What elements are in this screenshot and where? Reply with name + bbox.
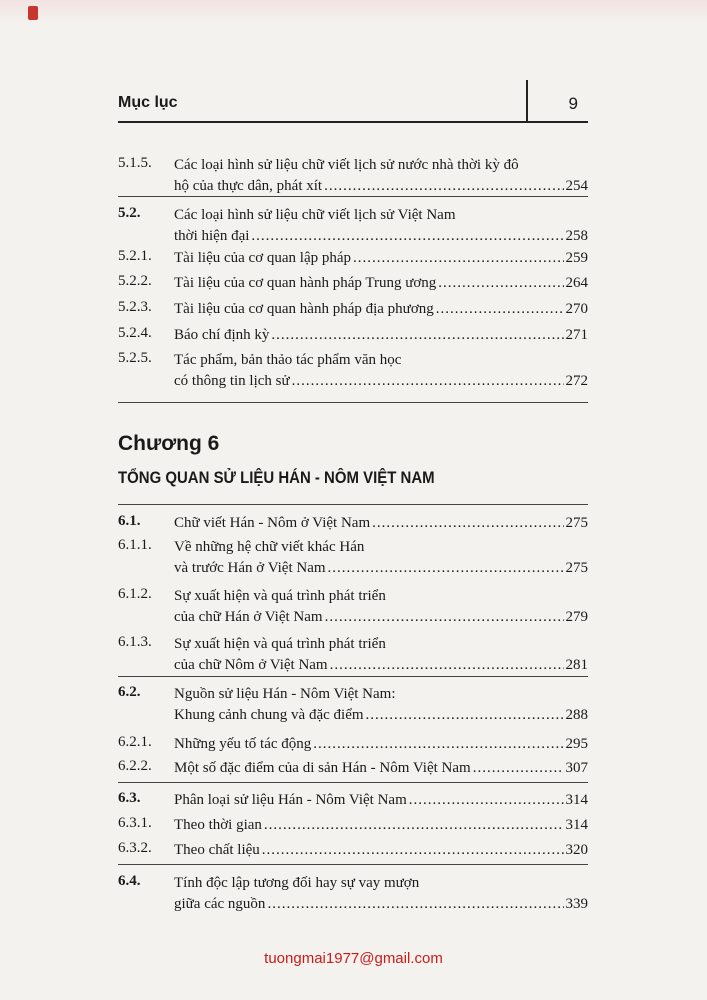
section-separator bbox=[118, 864, 588, 865]
toc-entry-body bbox=[174, 734, 588, 755]
toc-entry-number: 6.1.2. bbox=[118, 586, 152, 602]
section-separator bbox=[118, 402, 588, 403]
toc-entry-title: Khung cảnh chung và đặc điểm bbox=[174, 707, 364, 723]
section-separator bbox=[118, 782, 588, 783]
toc-entry-page: 281 bbox=[565, 657, 588, 673]
toc-entry-title: Báo chí định kỳ bbox=[174, 327, 270, 343]
toc-entry-body bbox=[174, 634, 588, 676]
toc-entry-page: 275 bbox=[565, 515, 588, 531]
toc-entry-line bbox=[174, 176, 588, 197]
toc-entry-page: 307 bbox=[565, 760, 588, 776]
toc-entry-title: Tính độc lập tương đối hay sự vay mượn bbox=[174, 875, 420, 891]
toc-entry-page: 254 bbox=[565, 178, 588, 194]
dot-leader bbox=[325, 607, 564, 628]
toc-entry-title: Các loại hình sử liệu chữ viết lịch sử nước nhà thời kỳ đô bbox=[174, 157, 519, 173]
toc-entry-page: 279 bbox=[565, 609, 588, 625]
chapter-heading bbox=[118, 432, 588, 487]
header-page-number: 9 bbox=[568, 94, 578, 113]
toc-entry-page: 258 bbox=[565, 228, 588, 244]
toc-entry-title: Tác phẩm, bản thảo tác phẩm văn học bbox=[174, 352, 402, 368]
dot-leader bbox=[324, 176, 563, 197]
toc-entry-number: 5.2. bbox=[118, 205, 141, 221]
toc-entry-line bbox=[174, 815, 588, 836]
section-separator bbox=[118, 504, 588, 505]
toc-entry-title: Tài liệu của cơ quan lập pháp bbox=[174, 250, 352, 266]
toc-entry-body bbox=[174, 873, 588, 915]
toc-entry-line bbox=[174, 558, 588, 579]
toc-entry-page: 259 bbox=[565, 250, 588, 266]
toc-entry-body bbox=[174, 299, 588, 320]
toc-entry-title: có thông tin lịch sử bbox=[174, 373, 290, 389]
toc-entry-number: 5.2.2. bbox=[118, 273, 152, 289]
toc-entry-title: Phân loại sử liệu Hán - Nôm Việt Nam bbox=[174, 792, 407, 808]
toc-entry-title: Chữ viết Hán - Nôm ở Việt Nam bbox=[174, 515, 371, 531]
page-edge-mark bbox=[0, 0, 707, 24]
toc-entry-title: của chữ Hán ở Việt Nam bbox=[174, 609, 323, 625]
toc-entry-number: 6.2.2. bbox=[118, 758, 152, 774]
toc-entry-body bbox=[174, 815, 588, 836]
toc-entry-line bbox=[174, 840, 588, 861]
footer-email: tuongmai1977@gmail.com bbox=[264, 950, 443, 967]
toc-entry-line bbox=[174, 734, 588, 755]
toc-entry-line bbox=[174, 155, 588, 176]
section-separator bbox=[118, 676, 588, 677]
toc-entry-body bbox=[174, 155, 588, 197]
toc-entry-line bbox=[174, 205, 588, 226]
toc-entry-page: 320 bbox=[565, 842, 588, 858]
toc-entry-line bbox=[174, 371, 588, 392]
header-divider bbox=[526, 80, 528, 122]
section-separator bbox=[118, 196, 588, 197]
dot-leader bbox=[353, 248, 563, 269]
toc-entry-page: 270 bbox=[565, 301, 588, 317]
toc-entry-title: và trước Hán ở Việt Nam bbox=[174, 560, 326, 576]
dot-leader bbox=[251, 226, 563, 247]
toc-entry-line bbox=[174, 350, 588, 371]
toc-entry-number: 5.2.3. bbox=[118, 299, 152, 315]
toc-entry-title: Tài liệu của cơ quan hành pháp địa phương bbox=[174, 301, 434, 317]
toc-entry-page: 314 bbox=[565, 817, 588, 833]
dot-leader bbox=[313, 734, 563, 755]
toc-entry-line bbox=[174, 684, 588, 705]
toc-entry-line bbox=[174, 607, 588, 628]
toc-entry-title: Sự xuất hiện và quá trình phát triển bbox=[174, 588, 386, 604]
toc-entry-page: 288 bbox=[565, 707, 588, 723]
toc-entry-title: Theo thời gian bbox=[174, 817, 262, 833]
dot-leader bbox=[271, 325, 563, 346]
toc-entry-number: 5.1.5. bbox=[118, 155, 152, 171]
toc-entry-line bbox=[174, 537, 588, 558]
toc-entry-number: 6.3.2. bbox=[118, 840, 152, 856]
toc-entry-number: 6.1.3. bbox=[118, 634, 152, 650]
dot-leader bbox=[262, 840, 564, 861]
header-rule bbox=[118, 121, 588, 123]
toc-entry-body bbox=[174, 350, 588, 392]
toc-entry-line bbox=[174, 299, 588, 320]
toc-entry-line bbox=[174, 705, 588, 726]
toc-entry-line bbox=[174, 513, 588, 534]
toc-entry-number: 6.4. bbox=[118, 873, 141, 889]
toc-entry-page: 272 bbox=[565, 373, 588, 389]
toc-entry-line bbox=[174, 790, 588, 811]
toc-entry-line bbox=[174, 273, 588, 294]
toc-entry-line bbox=[174, 758, 588, 779]
header-title: Mục lục bbox=[118, 94, 178, 111]
dot-leader bbox=[372, 513, 563, 534]
toc-entry-page: 264 bbox=[565, 275, 588, 291]
toc-entry-number: 6.2.1. bbox=[118, 734, 152, 750]
toc-entry-body bbox=[174, 840, 588, 861]
toc-entry-body bbox=[174, 684, 588, 726]
toc-entry-page: 314 bbox=[565, 792, 588, 808]
toc-entry-body bbox=[174, 758, 588, 779]
toc-entry-title: Sự xuất hiện và quá trình phát triển bbox=[174, 636, 386, 652]
toc-entry-line bbox=[174, 634, 588, 655]
toc-entry-title: Nguồn sử liệu Hán - Nôm Việt Nam: bbox=[174, 686, 396, 702]
dot-leader bbox=[330, 655, 564, 676]
toc-entry-number: 6.1. bbox=[118, 513, 141, 529]
toc-entry-number: 6.3. bbox=[118, 790, 141, 806]
dot-leader bbox=[409, 790, 564, 811]
toc-entry-number: 5.2.4. bbox=[118, 325, 152, 341]
toc-entry-number: 5.2.5. bbox=[118, 350, 152, 366]
dot-leader bbox=[264, 815, 564, 836]
toc-entry-body bbox=[174, 537, 588, 579]
toc-entry-number: 6.2. bbox=[118, 684, 141, 700]
toc-entry-title: Theo chất liệu bbox=[174, 842, 260, 858]
dot-leader bbox=[436, 299, 564, 320]
toc-entry-number: 6.1.1. bbox=[118, 537, 152, 553]
toc-entry-line bbox=[174, 655, 588, 676]
toc-entry-line bbox=[174, 325, 588, 346]
toc-entry-page: 339 bbox=[565, 896, 588, 912]
dot-leader bbox=[438, 273, 563, 294]
toc-entry-line bbox=[174, 894, 588, 915]
chapter-label: Chương 6 bbox=[118, 432, 220, 455]
toc-entry-title: thời hiện đại bbox=[174, 228, 250, 244]
dot-leader bbox=[473, 758, 564, 779]
running-header bbox=[118, 94, 588, 122]
toc-entry-body bbox=[174, 248, 588, 269]
toc-entry-body bbox=[174, 513, 588, 534]
toc-entry-line bbox=[174, 226, 588, 247]
toc-entry-title: Các loại hình sử liệu chữ viết lịch sử Việt Nam bbox=[174, 207, 456, 223]
dot-leader bbox=[292, 371, 564, 392]
toc-entry-body bbox=[174, 325, 588, 346]
toc-entry-page: 271 bbox=[565, 327, 588, 343]
toc-entry-title: hộ của thực dân, phát xít bbox=[174, 178, 323, 194]
toc-entry-page: 295 bbox=[565, 736, 588, 752]
toc-entry-line bbox=[174, 873, 588, 894]
dot-leader bbox=[267, 894, 563, 915]
toc-entry-title: Những yếu tố tác động bbox=[174, 736, 312, 752]
toc-entry-line bbox=[174, 586, 588, 607]
toc-entry-body bbox=[174, 205, 588, 247]
toc-entry-title: giữa các nguồn bbox=[174, 896, 266, 912]
toc-entry-title: Một số đặc điểm của di sản Hán - Nôm Việt Nam bbox=[174, 760, 471, 776]
toc-entry-title: Tài liệu của cơ quan hành pháp Trung ương bbox=[174, 275, 437, 291]
toc-entry-page: 275 bbox=[565, 560, 588, 576]
toc-entry-body bbox=[174, 586, 588, 628]
toc-entry-number: 5.2.1. bbox=[118, 248, 152, 264]
toc-entry-number: 6.3.1. bbox=[118, 815, 152, 831]
dot-leader bbox=[328, 558, 564, 579]
chapter-title: TỔNG QUAN SỬ LIỆU HÁN - NÔM VIỆT NAM bbox=[118, 468, 435, 487]
toc-entry-body bbox=[174, 273, 588, 294]
toc-entry-title: Về những hệ chữ viết khác Hán bbox=[174, 539, 365, 555]
dot-leader bbox=[366, 705, 564, 726]
toc-entry-title: của chữ Nôm ở Việt Nam bbox=[174, 657, 328, 673]
toc-entry-body bbox=[174, 790, 588, 811]
toc-entry-line bbox=[174, 248, 588, 269]
